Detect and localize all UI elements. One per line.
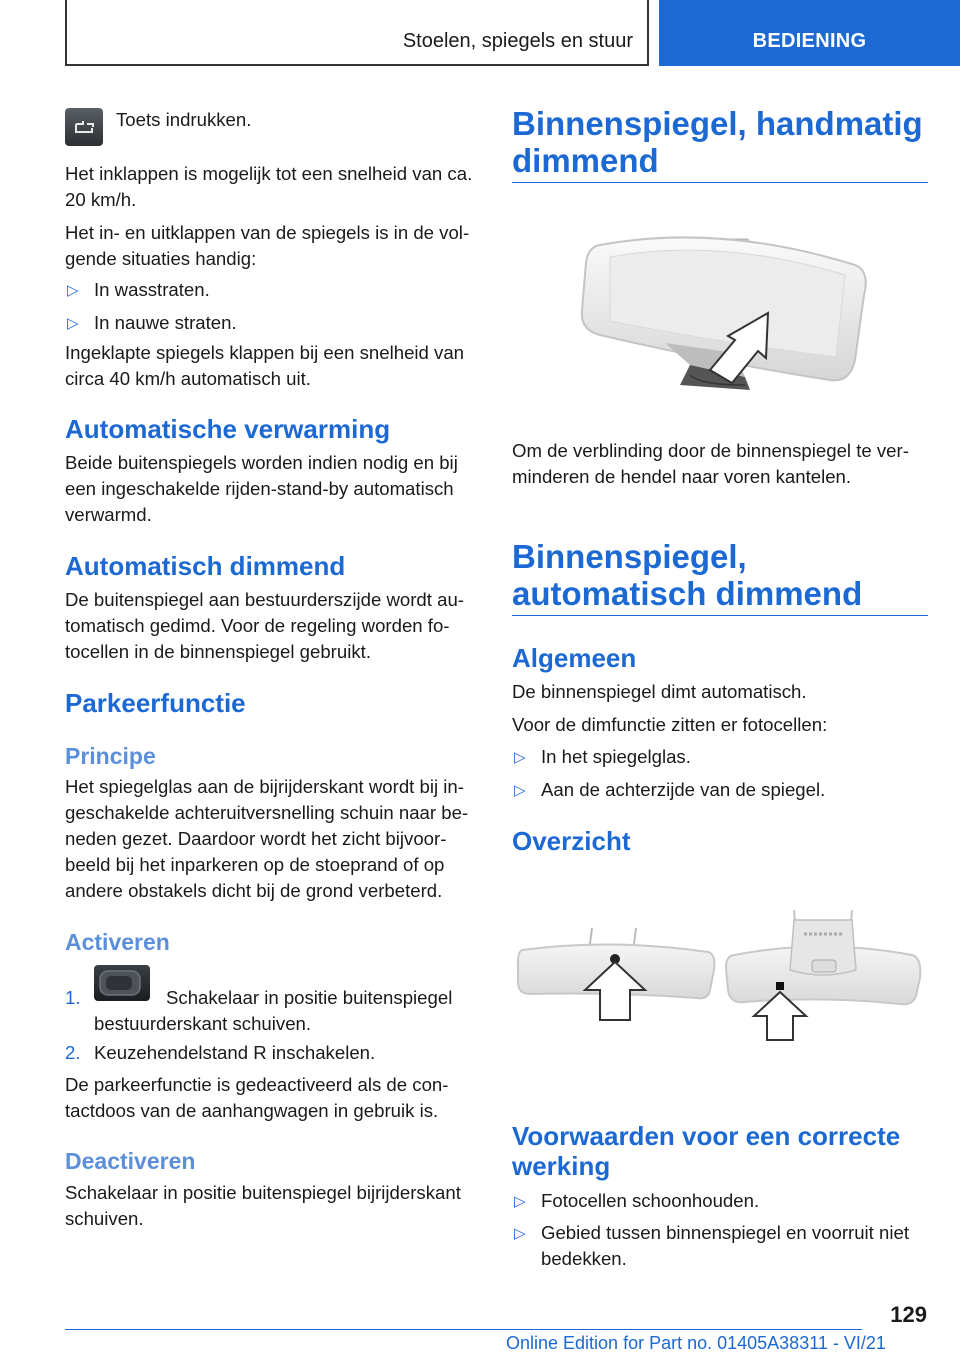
heading-rule — [512, 182, 928, 183]
paragraph-inklappen: Het inklappen is mogelijk tot een snelheid van ca. 20 km/h. — [65, 163, 473, 210]
header-chapter-box — [65, 0, 649, 66]
mirror-fold-button-icon — [65, 108, 103, 146]
header-chapter: Stoelen, spiegels en stuur — [402, 30, 633, 52]
heading-principe: Principe — [65, 743, 156, 769]
paragraph-verwarming: Beide buitenspiegels worden indien nodig en bij een ingeschakelde rijden-stand-by automatisch verwarmd. — [65, 452, 458, 525]
paragraph-situaties: Het in- en uitklappen van de spiegels is in de volgende situaties handig: — [65, 222, 470, 269]
edition-text: Online Edition for Part no. 01405A38311 - VI/21 — [506, 1333, 886, 1353]
list-item: ▷ Gebied tussen binnenspiegel en voorruit niet bedekken. — [514, 1222, 909, 1269]
heading-overzicht: Overzicht — [512, 826, 631, 856]
footer-rule — [65, 1329, 862, 1330]
list-item: ▷ In nauwe straten. — [65, 310, 479, 336]
list-item: ▷ In wasstraten. — [65, 277, 479, 303]
heading-voorwaarden: Voorwaarden voor een correcte werking — [512, 1121, 901, 1181]
heading-automatisch: Binnenspiegel, automatisch dimmend — [512, 538, 863, 612]
header-section-box — [659, 0, 960, 66]
paragraph-algemeen-1: De binnenspiegel dimt automatisch. — [512, 681, 807, 702]
paragraph-algemeen-2: Voor de dimfunctie zitten er fotocellen: — [512, 714, 828, 735]
mirror-overview-illustration — [512, 900, 928, 1050]
heading-verwarming: Automatische verwarming — [65, 414, 391, 444]
list-item: ▷ In het spiegelglas. — [512, 744, 928, 770]
paragraph-uitklappen: Ingeklapte spiegels klappen bij een snelheid van circa 40 km/h automatisch uit. — [65, 342, 465, 389]
bullet-triangle-icon: ▷ — [514, 1225, 526, 1242]
mirror-manual-illustration — [570, 225, 870, 395]
bullet-triangle-icon: ▷ — [514, 1193, 526, 1210]
paragraph-deactivering-info: De parkeerfunctie is gedeactiveerd als de contactdoos van de aanhangwagen in gebruik is. — [65, 1074, 449, 1121]
heading-rule — [512, 615, 928, 616]
paragraph-dimmend: De buitenspiegel aan bestuurderszijde wordt automatisch gedimd. Voor de regeling worden fotocellen in de binnenspiegel gebruikt. — [65, 589, 464, 662]
bullet-triangle-icon: ▷ — [67, 315, 79, 332]
heading-activeren: Activeren — [65, 929, 170, 955]
paragraph-handmatig: Om de verblinding door de binnenspiegel te verminderen de hendel naar voren kantelen. — [512, 440, 909, 487]
bullet-triangle-icon: ▷ — [67, 282, 79, 299]
heading-algemeen: Algemeen — [512, 643, 637, 673]
toets-text: Toets indrukken. — [116, 109, 252, 130]
page-header — [0, 0, 960, 66]
paragraph-principe: Het spiegelglas aan de bijrijderskant wordt bij ingeschakelde achteruitversnelling schuin naar beneden gezet. Daardoor wordt het zicht bijvoorbeeld bij het inparkeren op de stoeprand of op andere obstakels dicht bij de grond verbeterd. — [65, 776, 469, 901]
heading-dimmend: Automatisch dimmend — [65, 551, 346, 581]
step-1: 1. Schakelaar in positie buitenspiegel bestuurderskant schuiven. — [65, 985, 479, 1037]
heading-parkeerfunctie: Parkeerfunctie — [65, 688, 246, 718]
bullet-triangle-icon: ▷ — [514, 749, 526, 766]
bullet-triangle-icon: ▷ — [514, 782, 526, 799]
paragraph-deactiveren: Schakelaar in positie buitenspiegel bijrijderskant schuiven. — [65, 1182, 461, 1229]
header-section: BEDIENING — [752, 30, 867, 52]
list-item: ▷ Aan de achterzijde van de spiegel. — [512, 777, 928, 803]
heading-deactiveren: Deactiveren — [65, 1148, 196, 1174]
heading-handmatig: Binnenspiegel, handmatig dimmend — [512, 105, 923, 179]
list-item: ▷ Fotocellen schoonhouden. — [512, 1188, 928, 1214]
step-2: 2. Keuzehendelstand R inschakelen. — [65, 1042, 376, 1063]
page-number: 129 — [890, 1302, 927, 1327]
mirror-switch-icon — [94, 965, 150, 1001]
